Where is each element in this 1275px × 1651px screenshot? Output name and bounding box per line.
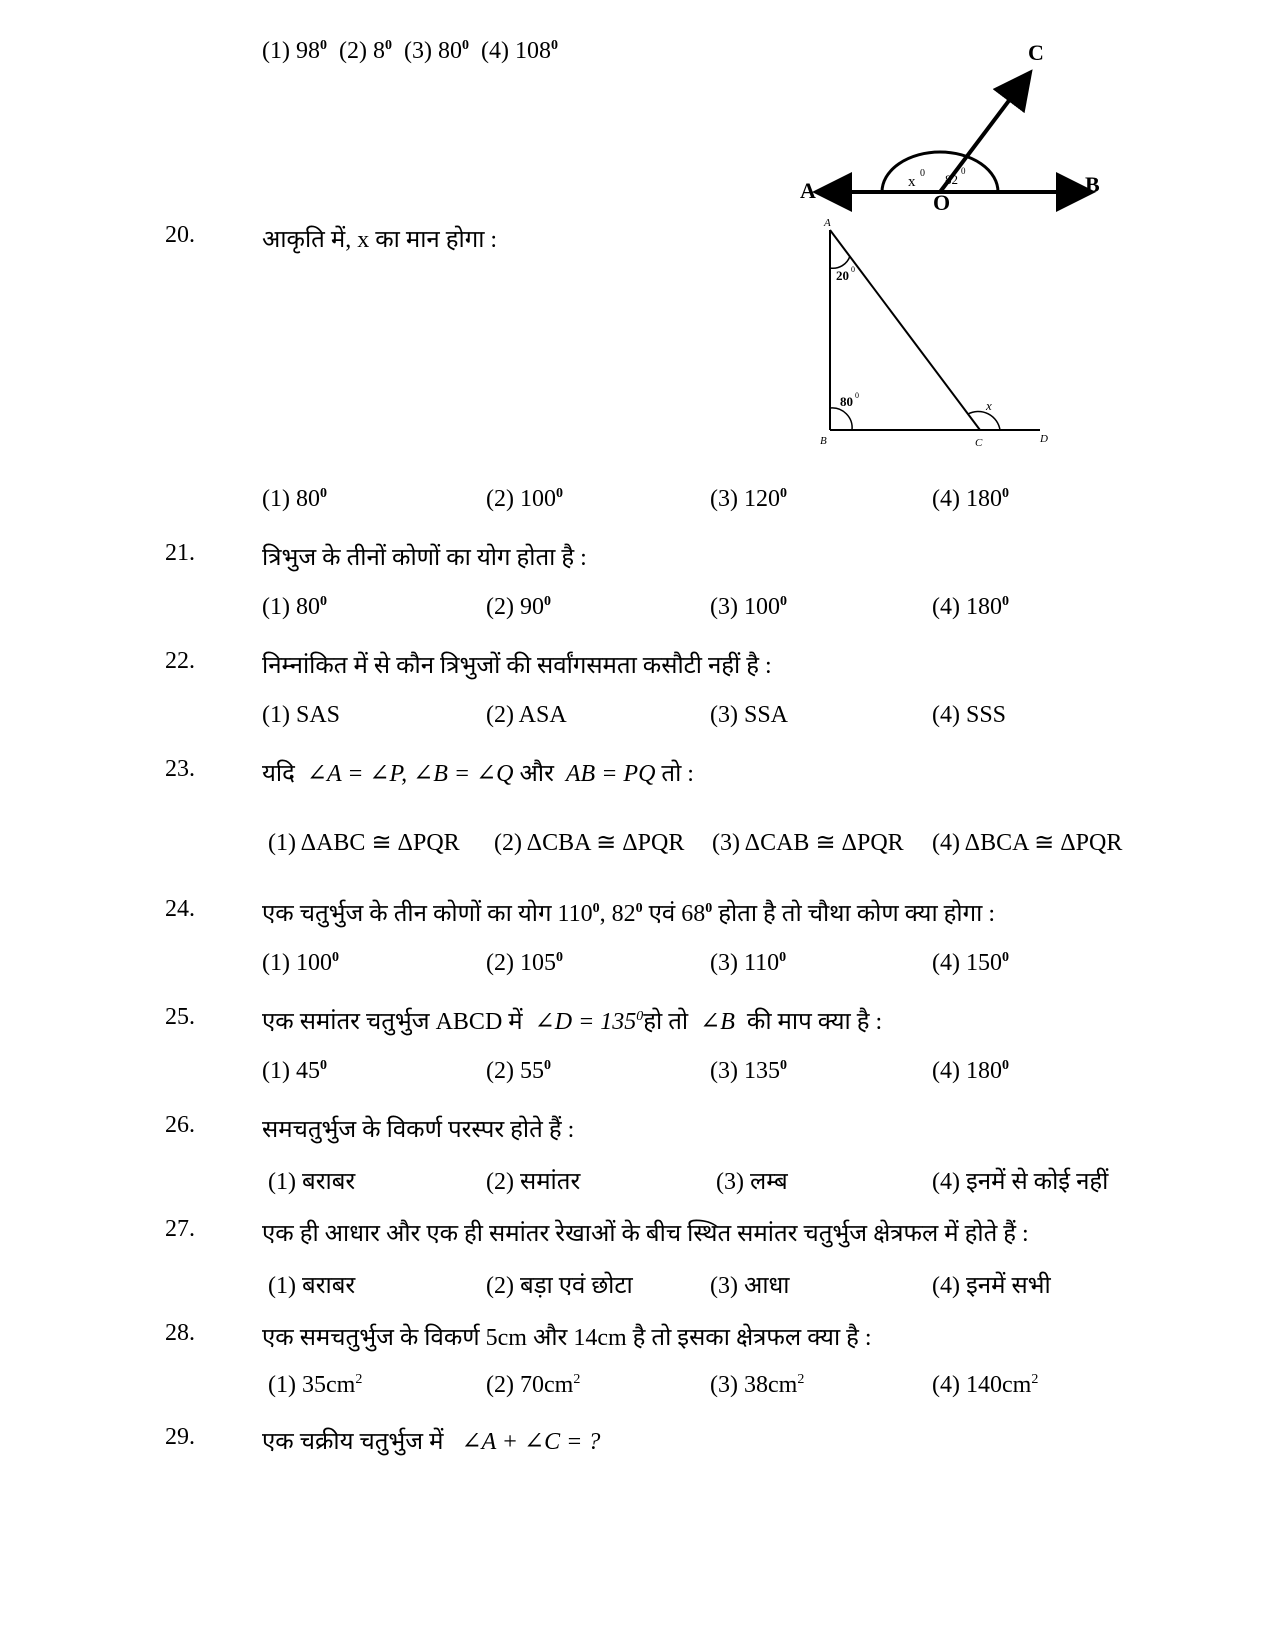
- q20-option-1: (1) $80^0$: [262, 486, 327, 512]
- q22-option-2: (2) ASA: [486, 702, 567, 728]
- q27-option-4: (4) इनमें सभी: [932, 1273, 1051, 1299]
- q28-question: एक समचतुर्भुज के विकर्ण 5cm और 14cm है तो इसका क्षेत्रफल क्या है :: [262, 1325, 872, 1351]
- q22-number: 22.: [165, 648, 195, 674]
- q25-option-3: (3) $135^0$: [710, 1058, 787, 1084]
- q19-option-1: (1) $98^0$: [262, 38, 327, 64]
- label-20: 20: [836, 268, 849, 283]
- q20-figure-triangle: [800, 218, 1090, 458]
- q21-option-1: (1) $80^0$: [262, 594, 327, 620]
- label-x: x: [986, 398, 992, 413]
- q26-option-4: (4) इनमें से कोई नहीं: [932, 1169, 1109, 1195]
- q27-question: एक ही आधार और एक ही समांतर रेखाओं के बीच स्थित समांतर चतुर्भुज क्षेत्रफल में होते हैं :: [262, 1221, 1029, 1247]
- q21-option-3: (3) $100^0$: [710, 594, 787, 620]
- q19-option-2: (2) $8^0$: [338, 38, 392, 64]
- q22-question: निम्नांकित में से कौन त्रिभुजों की सर्वांगसमता कसौटी नहीं है :: [262, 653, 772, 679]
- q20-question: आकृति में, x का मान होगा :: [262, 227, 498, 253]
- q24-option-3: (3) $110^0$: [710, 950, 787, 976]
- q21-option-4: (4) $180^0$: [932, 594, 1009, 620]
- q27-option-2: (2) बड़ा एवं छोटा: [486, 1273, 633, 1299]
- q21-number: 21.: [165, 540, 195, 566]
- q25-number: 25.: [165, 1004, 195, 1030]
- q20-option-3: (3) $120^0$: [710, 486, 787, 512]
- q19-figure-angles: [790, 30, 1120, 220]
- q23-condition-side: AB = PQ: [565, 761, 656, 787]
- q26-option-1: (1) बराबर: [268, 1169, 356, 1195]
- q19-option-3: (3) $80^0$: [403, 38, 469, 64]
- q19-options: [262, 38, 558, 65]
- q29-question: एक चक्रीय चतुर्भुज में ∠A + ∠C = ?: [262, 1429, 601, 1455]
- label-b: B: [820, 435, 827, 447]
- label-x: x: [908, 174, 916, 190]
- angle-b-arc: [830, 408, 852, 430]
- q24-option-2: (2) $105^0$: [486, 950, 563, 976]
- q28-option-4: (4) $140cm^2$: [932, 1372, 1039, 1398]
- q23-number: 23.: [165, 756, 195, 782]
- label-80-deg: 0: [855, 391, 859, 400]
- angle-a-arc: [830, 256, 850, 268]
- q24-option-1: (1) $100^0$: [262, 950, 339, 976]
- label-x-deg: 0: [920, 168, 925, 179]
- angle-arc: [882, 152, 998, 192]
- q19-option-4: (4) $108^0$: [480, 38, 558, 64]
- q23-question: यदि ∠A = ∠P, ∠B = ∠Q और AB = PQ तो :: [262, 761, 694, 787]
- q28-option-3: (3) $38cm^2$: [710, 1372, 805, 1398]
- q23-condition-angles: ∠A = ∠P, ∠B = ∠Q: [306, 761, 514, 787]
- q25-angle-b: ∠B: [700, 1009, 735, 1035]
- q26-option-2: (2) समांतर: [486, 1169, 581, 1195]
- q28-option-2: (2) $70cm^2$: [486, 1372, 581, 1398]
- q27-option-1: (1) बराबर: [268, 1273, 356, 1299]
- q20-option-4: (4) $180^0$: [932, 486, 1009, 512]
- q20-number: 20.: [165, 222, 195, 248]
- q26-number: 26.: [165, 1112, 195, 1138]
- q25-option-2: (2) $55^0$: [486, 1058, 551, 1084]
- q22-option-3: (3) SSA: [710, 702, 789, 728]
- q27-number: 27.: [165, 1216, 195, 1242]
- q25-option-1: (1) $45^0$: [262, 1058, 327, 1084]
- q22-option-1: (1) SAS: [262, 702, 341, 728]
- q23-option-2: (2) ΔCBA ≅ ΔPQR: [494, 830, 685, 856]
- q27-option-3: (3) आधा: [710, 1273, 790, 1299]
- q26-question: समचतुर्भुज के विकर्ण परस्पर होते हैं :: [262, 1117, 575, 1143]
- q21-question: त्रिभुज के तीनों कोणों का योग होता है :: [262, 545, 587, 571]
- q21-option-2: (2) $90^0$: [486, 594, 551, 620]
- q23-option-3: (3) ΔCAB ≅ ΔPQR: [712, 830, 904, 856]
- q28-number: 28.: [165, 1320, 195, 1346]
- q25-question: एक समांतर चतुर्भुज ABCD में ∠D = $135^0हो$ तो ∠B की माप क्या है :: [262, 1009, 883, 1035]
- label-82: 82: [945, 172, 958, 187]
- q23-option-4: (4) ΔBCA ≅ ΔPQR: [932, 830, 1123, 856]
- q26-option-3: (3) लम्ब: [716, 1169, 788, 1195]
- q24-number: 24.: [165, 896, 195, 922]
- q25-angle-d: ∠D = $135^0$: [534, 1009, 644, 1035]
- label-82-deg: 0: [961, 166, 966, 176]
- q29-number: 29.: [165, 1424, 195, 1450]
- label-c: C: [1028, 40, 1044, 65]
- q24-option-4: (4) $150^0$: [932, 950, 1009, 976]
- label-a: A: [824, 218, 831, 229]
- label-a: A: [800, 178, 816, 203]
- q22-option-4: (4) SSS: [932, 702, 1007, 728]
- q25-option-4: (4) $180^0$: [932, 1058, 1009, 1084]
- q23-option-1: (1) ΔABC ≅ ΔPQR: [268, 830, 460, 856]
- q29-angle-sum: ∠A + ∠C = ?: [461, 1429, 601, 1455]
- label-o: O: [933, 190, 951, 215]
- q20-option-2: (2) $100^0$: [486, 486, 563, 512]
- label-80: 80: [840, 394, 853, 409]
- label-20-deg: 0: [851, 265, 855, 274]
- label-c: C: [975, 437, 983, 449]
- q28-option-1: (1) $35cm^2$: [268, 1372, 363, 1398]
- q24-question: एक चतुर्भुज के तीन कोणों का योग $110^0$, $82^0$ एवं $68^0$ होता है तो चौथा कोण क्या होगा :: [262, 901, 996, 927]
- label-b: B: [1085, 172, 1100, 197]
- label-d: D: [1040, 433, 1048, 445]
